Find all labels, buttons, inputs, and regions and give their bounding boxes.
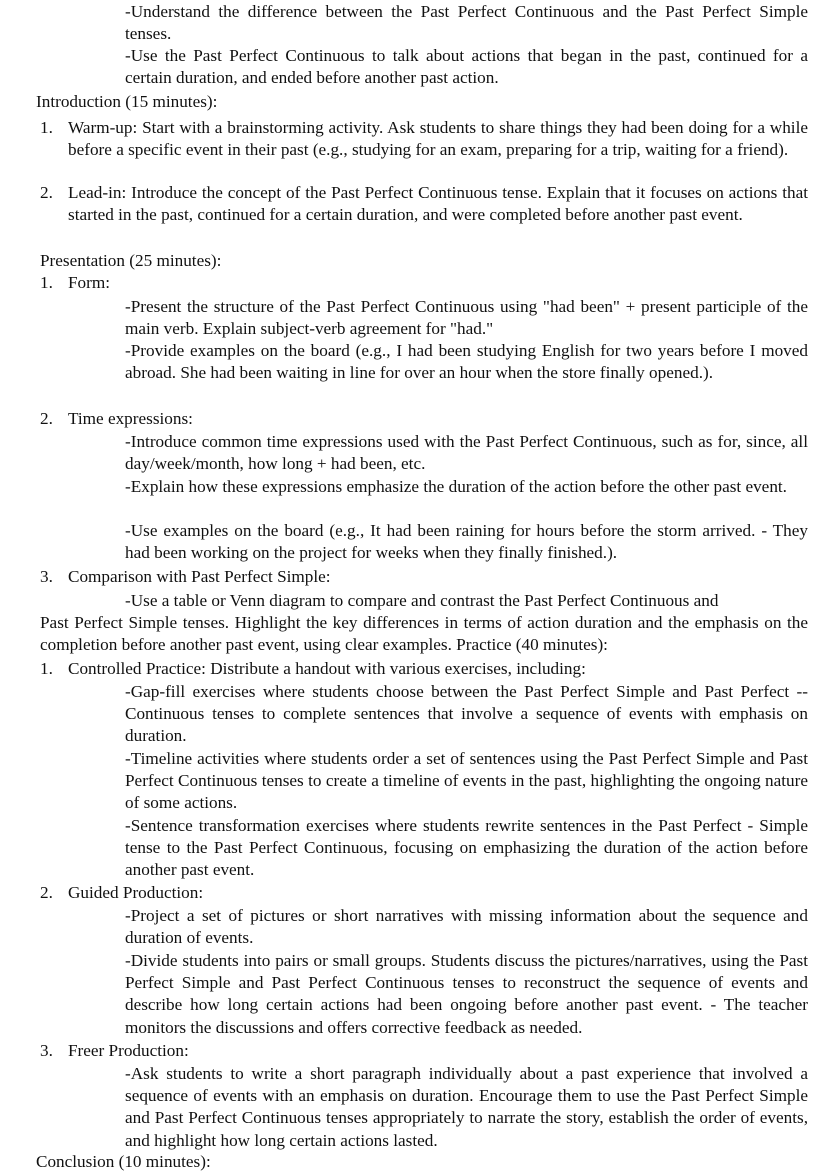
time-point-1: -Introduce common time expressions used with the Past Perfect Continuous, such as for, since, all day/week/month, how long + had been, etc. bbox=[125, 432, 808, 474]
controlled-point-1: -Gap-fill exercises where students choose between the Past Perfect Simple and Past Perfect --Continuous tenses to complete sentences that involve a sequence of events with emphasis on duration. bbox=[125, 682, 808, 746]
time-expressions-title: Time expressions: bbox=[68, 409, 193, 428]
time-expressions-number: 2. bbox=[40, 409, 53, 428]
form-title: Form: bbox=[68, 273, 111, 292]
objective-1: -Understand the difference between the Past Perfect Continuous and the Past Perfect Simple tenses. bbox=[125, 2, 808, 44]
controlled-point-2: -Timeline activities where students order a set of sentences using the Past Perfect Simple and Past Perfect Continuous tenses to create a timeline of events in the past, highlighting the ongoing nature of some actions. bbox=[125, 749, 808, 813]
conclusion-heading: Conclusion (10 minutes): bbox=[36, 1152, 211, 1171]
form-number: 1. bbox=[40, 273, 53, 292]
form-point-2: -Provide examples on the board (e.g., I had been studying English for two years before I moved abroad. She had been waiting in line for over an hour when the store finally opened.). bbox=[125, 341, 808, 383]
guided-production-title: Guided Production: bbox=[68, 883, 204, 902]
time-point-3: -Use examples on the board (e.g., It had been raining for hours before the storm arrived. - They had been working on the project for weeks when they finally finished.). bbox=[125, 521, 808, 563]
intro-item-1-number: 1. bbox=[40, 118, 53, 137]
form-point-1: -Present the structure of the Past Perfect Continuous using "had been" + present participle of the main verb. Explain subject-verb agreement for "had." bbox=[125, 297, 808, 339]
objective-2: -Use the Past Perfect Continuous to talk about actions that began in the past, continued for a certain duration, and ended before another past action. bbox=[125, 46, 808, 88]
controlled-practice-number: 1. bbox=[40, 659, 53, 678]
comparison-title: Comparison with Past Perfect Simple: bbox=[68, 567, 331, 586]
comparison-first-line: -Use a table or Venn diagram to compare and contrast the Past Perfect Continuous and bbox=[125, 591, 719, 610]
intro-item-2-number: 2. bbox=[40, 183, 53, 202]
introduction-heading: Introduction (15 minutes): bbox=[36, 92, 218, 111]
guided-point-2: -Divide students into pairs or small groups. Students discuss the pictures/narratives, using the Past Perfect Simple and Past Perfect Continuous tenses to reconstruct the sequence of events and describe how long certain actions had been ongoing before another past event. - The teacher monitors the discussions and offers corrective feedback as needed. bbox=[125, 951, 808, 1037]
controlled-practice-title: Controlled Practice: Distribute a handout with various exercises, including: bbox=[68, 659, 586, 678]
time-point-2: -Explain how these expressions emphasize the duration of the action before the other past event. bbox=[125, 477, 787, 496]
freer-production-number: 3. bbox=[40, 1041, 53, 1060]
guided-point-1: -Project a set of pictures or short narratives with missing information about the sequence and duration of events. bbox=[125, 906, 808, 948]
guided-production-number: 2. bbox=[40, 883, 53, 902]
intro-item-1-text: Warm-up: Start with a brainstorming activity. Ask students to share things they had been doing for a while before a specific event in their past (e.g., studying for an exam, preparing for a trip, waiting for a friend). bbox=[68, 118, 808, 160]
comparison-body: Past Perfect Simple tenses. Highlight the key differences in terms of action duration and the emphasis on the completion before another past event, using clear examples. Practice (40 minutes): bbox=[40, 613, 808, 655]
controlled-point-3: -Sentence transformation exercises where students rewrite sentences in the Past Perfect - Simple tense to the Past Perfect Continuous, focusing on emphasizing the duration of the action before another past event. bbox=[125, 816, 808, 880]
comparison-number: 3. bbox=[40, 567, 53, 586]
presentation-heading: Presentation (25 minutes): bbox=[40, 251, 222, 270]
freer-production-title: Freer Production: bbox=[68, 1041, 189, 1060]
intro-item-2-text: Lead-in: Introduce the concept of the Past Perfect Continuous tense. Explain that it focuses on actions that started in the past, continued for a certain duration, and were completed before another past event. bbox=[68, 183, 808, 225]
freer-point-1: -Ask students to write a short paragraph individually about a past experience that involved a sequence of events with an emphasis on duration. Encourage them to use the Past Perfect Simple and Past Perfect Continuous tenses appropriately to narrate the story, establish the order of events, and highlight how long certain actions lasted. bbox=[125, 1064, 808, 1150]
